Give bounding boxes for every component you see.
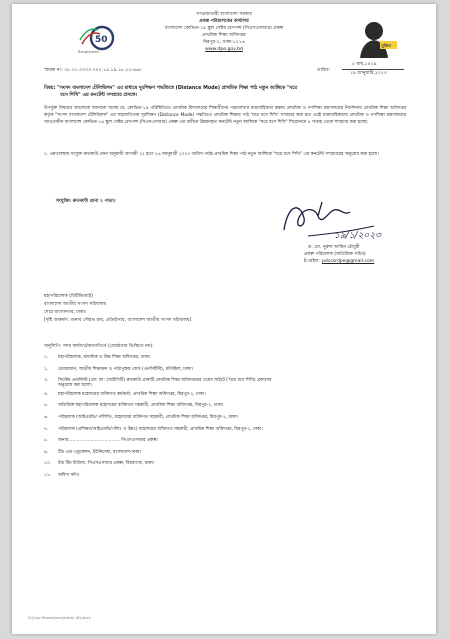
signature-date: ১৯/১/২০২৩ bbox=[334, 231, 381, 241]
date-english: ১৯ জানুয়ারি,২০২৩ bbox=[350, 71, 387, 76]
list-item: ৫. অতিরিক্ত মহাপরিচালক মহোদয়ের ব্যক্তিগত সহকারী, প্রাথমিক শিক্ষা অধিদপ্তর, মিরপুর-২, ঢাকা। bbox=[44, 403, 224, 409]
copy-list bbox=[44, 352, 424, 482]
memo-number: স্মারক নং: ৩৮.০১.০০০০.৭০০.১৪.১৯.১৮.২২-৬৬৮ bbox=[44, 68, 142, 73]
document-page bbox=[12, 4, 436, 634]
body-paragraph-1: উপর্যুক্ত বিষয়ের আলোকে জানানো যাচ্ছে যে, কোভিড-১৯ পরিস্থিতিতে প্রাথমিক বিদ্যালয়ের শিক্ষার্থীদের পড়ালেখার ধারাবাহিকতা রক্ষায় প্রাথমিক ও গণশিক্ষা মন্ত্রণালয়ের নির্দেশনায় প্রাথমিক শিক্ষা অধিদপ্তর কর্তৃক "সংসদ বাংলাদেশ টেলিভিশন" এর সহযোগিতায় দূরশিক্ষণ (Distance Mode) পদ্ধতিতে প্রাথমিক শিক্ষার পাঠ 'ঘরে বসে শিখি' সম্প্রচার করা হয়। এরই ধারাবাহিকতায় প্রাথমিক ও গণশিক্ষা মন্ত্রণালয়ের আওতাধীন বাংলাদেশ কোভিড-১৯ স্কুল সেক্টর রেসপন্স (সিএসএসআর) প্রকল্প এর অধীনে উন্নয়নকৃত কনটেন্ট নতুন আঙ্গিকে "ঘরে বসে শিখি" শিরোনামে ৪ সপ্তাহ থেকে সম্প্রচার করা হচ্ছে। bbox=[44, 106, 406, 126]
bangladesh-50-logo bbox=[76, 22, 116, 56]
recipient-address: শেরে বাংলানগর, ঢাকা। bbox=[44, 310, 87, 315]
recipient-attention: [দৃষ্টি আকর্ষণ: জনাব সৌরভ রায়, প্রডিউসার, বাংলাদেশ জাতীয় সংসদ সচিবালয়] bbox=[44, 318, 192, 323]
svg-text:Bangladesh: Bangladesh bbox=[78, 50, 100, 54]
signatory-name: ড. মো. নুরুল আমিন চৌধুরী bbox=[308, 245, 360, 250]
handwritten-signature bbox=[278, 196, 388, 244]
website-link[interactable]: www.dpe.gov.bd bbox=[205, 47, 243, 52]
email-link[interactable]: pdcssrdpe@gmail.com bbox=[322, 259, 375, 264]
list-item: ৮. জনাব..................................... সিএসএসআর প্রকল্প। bbox=[44, 438, 158, 444]
list-item: ২. চেয়ারম্যান, জাতীয় শিক্ষাক্রম ও পাঠ্যপুস্তক বোর্ড (এনসিটিবি), মতিঝিল, ঢাকা। bbox=[44, 366, 193, 372]
list-item: ১. মহাপরিচালক, মাধ্যমিক ও উচ্চ শিক্ষা অধিদপ্তর, ঢাকা। bbox=[44, 355, 151, 360]
list-item: ১১. অফিস কপি। bbox=[44, 472, 80, 478]
svg-text:50: 50 bbox=[95, 35, 108, 45]
list-item: ৬. পরিচালক (আইএমডি/ পলিসি), মহোদয়ের ব্যক্তিগত সহকারী, প্রাথমিক শিক্ষা অধিদপ্তর, মিরপুর-২, ঢাকা। bbox=[44, 414, 239, 420]
date-bangla: ৫ মাঘ,১৪২৯ bbox=[352, 62, 377, 67]
office-name: প্রকল্প পরিচালকের কার্যালয় bbox=[199, 19, 249, 24]
signatory-designation: প্রকল্প পরিচালক (অতিরিক্ত সচিব) bbox=[304, 252, 366, 257]
list-item: ৩. সিস্টেম এনালিস্ট (মো: ফা: (আইসিটি) রুতকাউ প্রানাটি প্রাথমিক শিক্ষা অধিদপ্তরের ওয়েব সাইটে ('ঘরে বসে শিখি) প্রকাশের bbox=[44, 378, 272, 384]
email-label: ই-মেইল: bbox=[304, 259, 320, 264]
directorate-name: প্রাথমিক শিক্ষা অধিদপ্তর bbox=[202, 33, 246, 38]
date-label: তারিখ: bbox=[317, 68, 331, 73]
list-item: ৪. মহাপরিচালক মহোদয়ের ব্যক্তিগত কর্মকর্তা, প্রাথমিক শিক্ষা অধিদপ্তর, মিরপুর-২, ঢাকা। bbox=[44, 391, 206, 397]
list-item: অনুরোধ করা হলো। bbox=[58, 382, 93, 388]
file-path-footer: D:\Cssr Room\Jormi\Letter (B).docx bbox=[28, 616, 91, 620]
body-paragraph-2: ২. এমতাবস্থায় সংযুক্ত রুতকাউ প্রানা অনুযায়ী আগামী ২২ হতে ২৬ জানুয়ারী ২০২৩ তারিখ পর্যন্ত প্রাথমিক শিক্ষা পাঠ নতুন আঙ্গিকে "ঘরে বসে শিখি" এর কনটেন্ট সম্প্রচারের অনুরোধ করা হলো। bbox=[44, 152, 379, 157]
list-item: ৭. পরিচালক (প্রশিক্ষণ/আইএমডি/পলিঃ ও উন্নঃ) মহোদয়ের ব্যক্তিগত সহকারী, প্রাথমিক শিক্ষা অধিদপ্তর, মিরপুর-২, ঢাকা। bbox=[44, 426, 263, 432]
copy-heading: অনুলিপি- সদয় কার্যার্থে/অবগতির্থে (জ্যেষ্ঠতার ভিত্তিতে নয়): bbox=[44, 344, 154, 349]
svg-text:মুজিব: মুজিব bbox=[381, 43, 391, 48]
mujib-100-logo bbox=[354, 18, 398, 58]
subject-line-1: বিষয়: "সংসদ বাংলাদেশ টেলিভিশন" এর মাধ্যমে দূরশিক্ষণ পদ্ধতিতে (Distance Mode) প্রাথমিক শিক্ষা পাঠ নতুন আঙ্গিকে "ঘরে bbox=[44, 86, 297, 91]
list-item: ১০. টাচ টিম মিডিয়া, সিএসএসআর প্রকল্প, বিশ্বব্যাংক, ঢাকা। bbox=[44, 461, 155, 467]
address: মিরপুর-২, ঢাকা-১২১৬ bbox=[203, 40, 245, 45]
recipient-title: মহাপরিচালক (বিটিভিআই) bbox=[44, 294, 93, 299]
subject-line-2: বসে শিখি" এর কনটেন্ট সম্প্রচার প্রসঙ্গে। bbox=[60, 93, 137, 98]
project-name: বাংলাদেশ কোভিড-১৯ স্কুল সেক্টর রেসপন্স (সিএসএসআর) প্রকল্প bbox=[164, 26, 284, 31]
attachment-note: সংযুক্তি: রুতকাউ প্রানা ২ পাতা। bbox=[56, 199, 116, 204]
date-divider bbox=[342, 69, 404, 70]
list-item: ৯. টিচ এড এডুকেশন, ইউনিসেফ, বাংলাদেশ-ঢাকা। bbox=[44, 449, 142, 455]
gov-header: গণপ্রজাতন্ত্রী বাংলাদেশ সরকার bbox=[196, 12, 252, 17]
recipient-office: বাংলাদেশ জাতীয় সংসদ সচিবালয় bbox=[44, 302, 107, 307]
